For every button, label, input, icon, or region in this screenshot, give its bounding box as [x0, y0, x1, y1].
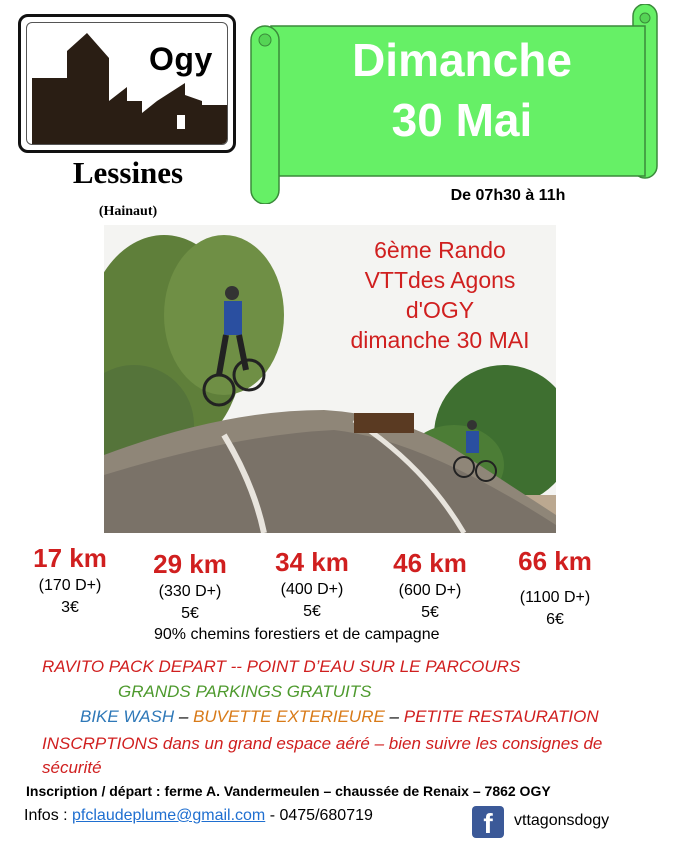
event-hours: De 07h30 à 11h	[450, 187, 566, 204]
distance-elevation: (400 D+)	[280, 581, 344, 598]
banner-date	[272, 30, 652, 150]
distance-price: 6€	[546, 611, 564, 628]
place-name: Lessines	[72, 155, 184, 190]
photo-caption-line-1: 6ème Rando	[374, 237, 506, 263]
town-sign-inner	[26, 22, 228, 145]
contact-phone: - 0475/680719	[265, 807, 373, 824]
place-region: (Hainaut)	[98, 204, 158, 219]
distance-km: 34 km	[275, 547, 349, 577]
photo-caption-line-2: VTTdes Agons	[364, 267, 516, 293]
facebook-icon[interactable]: f	[472, 806, 504, 838]
buvette-text: BUVETTE EXTERIEURE	[193, 707, 385, 726]
distance-elevation: (170 D+)	[38, 577, 102, 594]
distance-km: 46 km	[393, 548, 467, 578]
distance-46km	[380, 548, 480, 622]
email-link[interactable]: pfclaudeplume@gmail.com	[72, 807, 266, 824]
distance-price: 5€	[303, 603, 321, 620]
sign-town-name: Ogy	[149, 41, 213, 77]
services-line	[80, 707, 599, 727]
distance-elevation: (600 D+)	[398, 582, 462, 599]
ravito-line: RAVITO PACK DEPART -- POINT D’EAU SUR LE PARCOURS	[42, 657, 521, 676]
distance-66km	[500, 546, 610, 629]
distance-km: 66 km	[518, 546, 592, 576]
separator: –	[384, 707, 404, 726]
photo-caption-line-3: d'OGY	[405, 297, 475, 323]
restauration-text: PETITE RESTAURATION	[403, 707, 599, 726]
town-sign	[18, 14, 236, 153]
distance-price: 5€	[421, 604, 439, 621]
distance-elevation: (1100 D+)	[519, 589, 591, 606]
distance-price: 3€	[61, 599, 79, 616]
contact-label: Infos :	[24, 807, 73, 824]
terrain-note: 90% chemins forestiers et de campagne	[154, 626, 440, 643]
distance-price: 5€	[181, 605, 199, 622]
photo-caption-line-4: dimanche 30 MAI	[350, 327, 530, 353]
photo-caption	[320, 235, 560, 355]
distance-17km	[22, 543, 118, 617]
contact-line	[24, 807, 373, 825]
banner-day: Dimanche	[352, 34, 572, 86]
distance-km: 29 km	[153, 549, 227, 579]
facebook-handle[interactable]: vttagonsdogy	[514, 812, 610, 829]
distance-29km	[140, 549, 240, 623]
bike-wash-text: BIKE WASH	[80, 707, 175, 726]
banner-date-number: 30 Mai	[391, 94, 533, 146]
distance-elevation: (330 D+)	[158, 583, 222, 600]
inscriptions-line-2: sécurité	[42, 758, 102, 777]
separator: –	[174, 707, 194, 726]
inscriptions-line-1: INSCRPTIONS dans un grand espace aéré – bien suivre les consignes de	[42, 734, 603, 753]
parkings-line: GRANDS PARKINGS GRATUITS	[118, 682, 372, 701]
distance-km: 17 km	[33, 543, 107, 573]
distance-34km	[262, 547, 362, 621]
address-line: Inscription / départ : ferme A. Vandermeulen – chaussée de Renaix – 7862 OGY	[26, 783, 551, 799]
